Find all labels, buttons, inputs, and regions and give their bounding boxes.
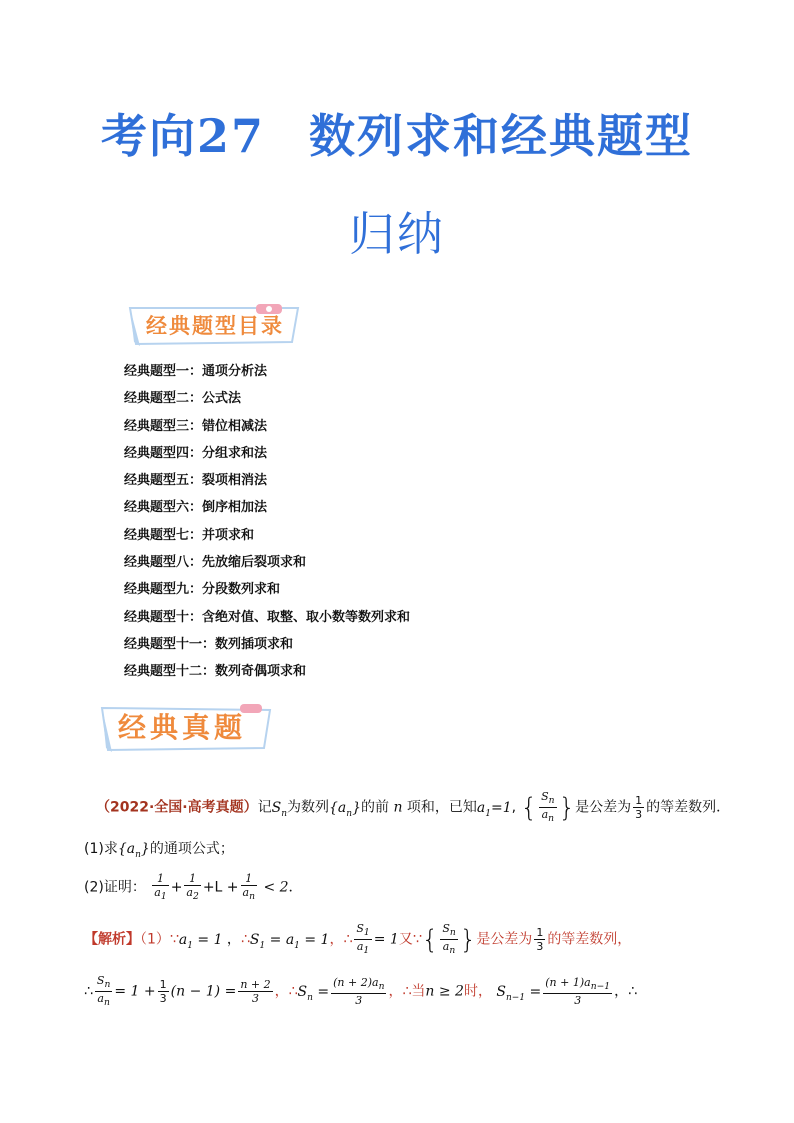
problem-source: （2022·全国·高考真题） bbox=[96, 799, 258, 816]
problem-stem: （2022·全国·高考真题）记$S_n$为数列$\{a_n\}$的前 n 项和，已知$a_1=1$, { $\frac{S_n}{a_n}$ }是公差为 $\frac{1}{3}$ 的等差数列． bbox=[96, 790, 731, 825]
problem-part-2: (2)证明： $\frac{1}{a_1}$ + $\frac{1}{a_2}$ +L + $\frac{1}{a_n}$ < 2． bbox=[84, 872, 303, 903]
toc-item[interactable]: 经典题型四：分组求和法 bbox=[124, 445, 268, 461]
title-prefix: 考向 bbox=[100, 109, 197, 163]
toc-banner bbox=[126, 302, 306, 350]
toc-list bbox=[124, 358, 410, 686]
problem-part-1: (1)求$\{a_n\}$的通项公式； bbox=[84, 841, 234, 860]
toc-item[interactable]: 经典题型十二：数列奇偶项求和 bbox=[124, 664, 307, 680]
toc-item[interactable]: 经典题型九：分段数列求和 bbox=[124, 582, 281, 598]
title-number: 27 bbox=[196, 109, 265, 163]
toc-banner-text: 经典题型目录 bbox=[146, 313, 284, 338]
page-title-line2: 归纳 bbox=[349, 207, 445, 261]
exam-banner-text: 经典真题 bbox=[118, 711, 247, 744]
toc-item[interactable]: 经典题型八：先放缩后裂项求和 bbox=[124, 555, 307, 571]
toc-item[interactable]: 经典题型十一：数列插项求和 bbox=[124, 636, 294, 652]
toc-item[interactable]: 经典题型三：错位相减法 bbox=[124, 418, 268, 434]
page-title bbox=[0, 100, 794, 166]
toc-item[interactable]: 经典题型十：含绝对值、取整、取小数等数列求和 bbox=[124, 609, 411, 625]
toc-item[interactable]: 经典题型七：并项求和 bbox=[124, 527, 255, 543]
toc-item[interactable]: 经典题型六：倒序相加法 bbox=[124, 500, 268, 516]
toc-item[interactable]: 经典题型五：裂项相消法 bbox=[124, 473, 268, 489]
toc-item[interactable]: 经典题型二：公式法 bbox=[124, 391, 242, 407]
analysis-line-2: ∴ $\frac{S_n}{a_n}$ = 1 + $\frac{1}{3}$ (n − 1) = $\frac{n + 2}{3}$ ，$\therefore S_n$ = $\frac{(n + 2)a_n}{3}$ ，∴当n ≥ 2时， $S_{n-1}$ = $\frac{(n + 1)a_{n-1}}{3}$ ，∴ bbox=[84, 974, 638, 1009]
exam-banner bbox=[98, 702, 278, 754]
analysis-line-1: 【解析】$(1)\because a_1 = 1$ ，$\therefore S_1 = a_1 = 1$，∴ $\frac{S_1}{a_1}$ = 1又∵{ $\frac{S_n}{a_n}$ }是公差为 $\frac{1}{3}$ 的等差数列， bbox=[84, 922, 632, 957]
analysis-label: 【解析】 bbox=[84, 931, 140, 948]
title-main: 数列求和经典题型 bbox=[309, 109, 693, 163]
toc-item[interactable]: 经典题型一：通项分析法 bbox=[124, 364, 268, 379]
